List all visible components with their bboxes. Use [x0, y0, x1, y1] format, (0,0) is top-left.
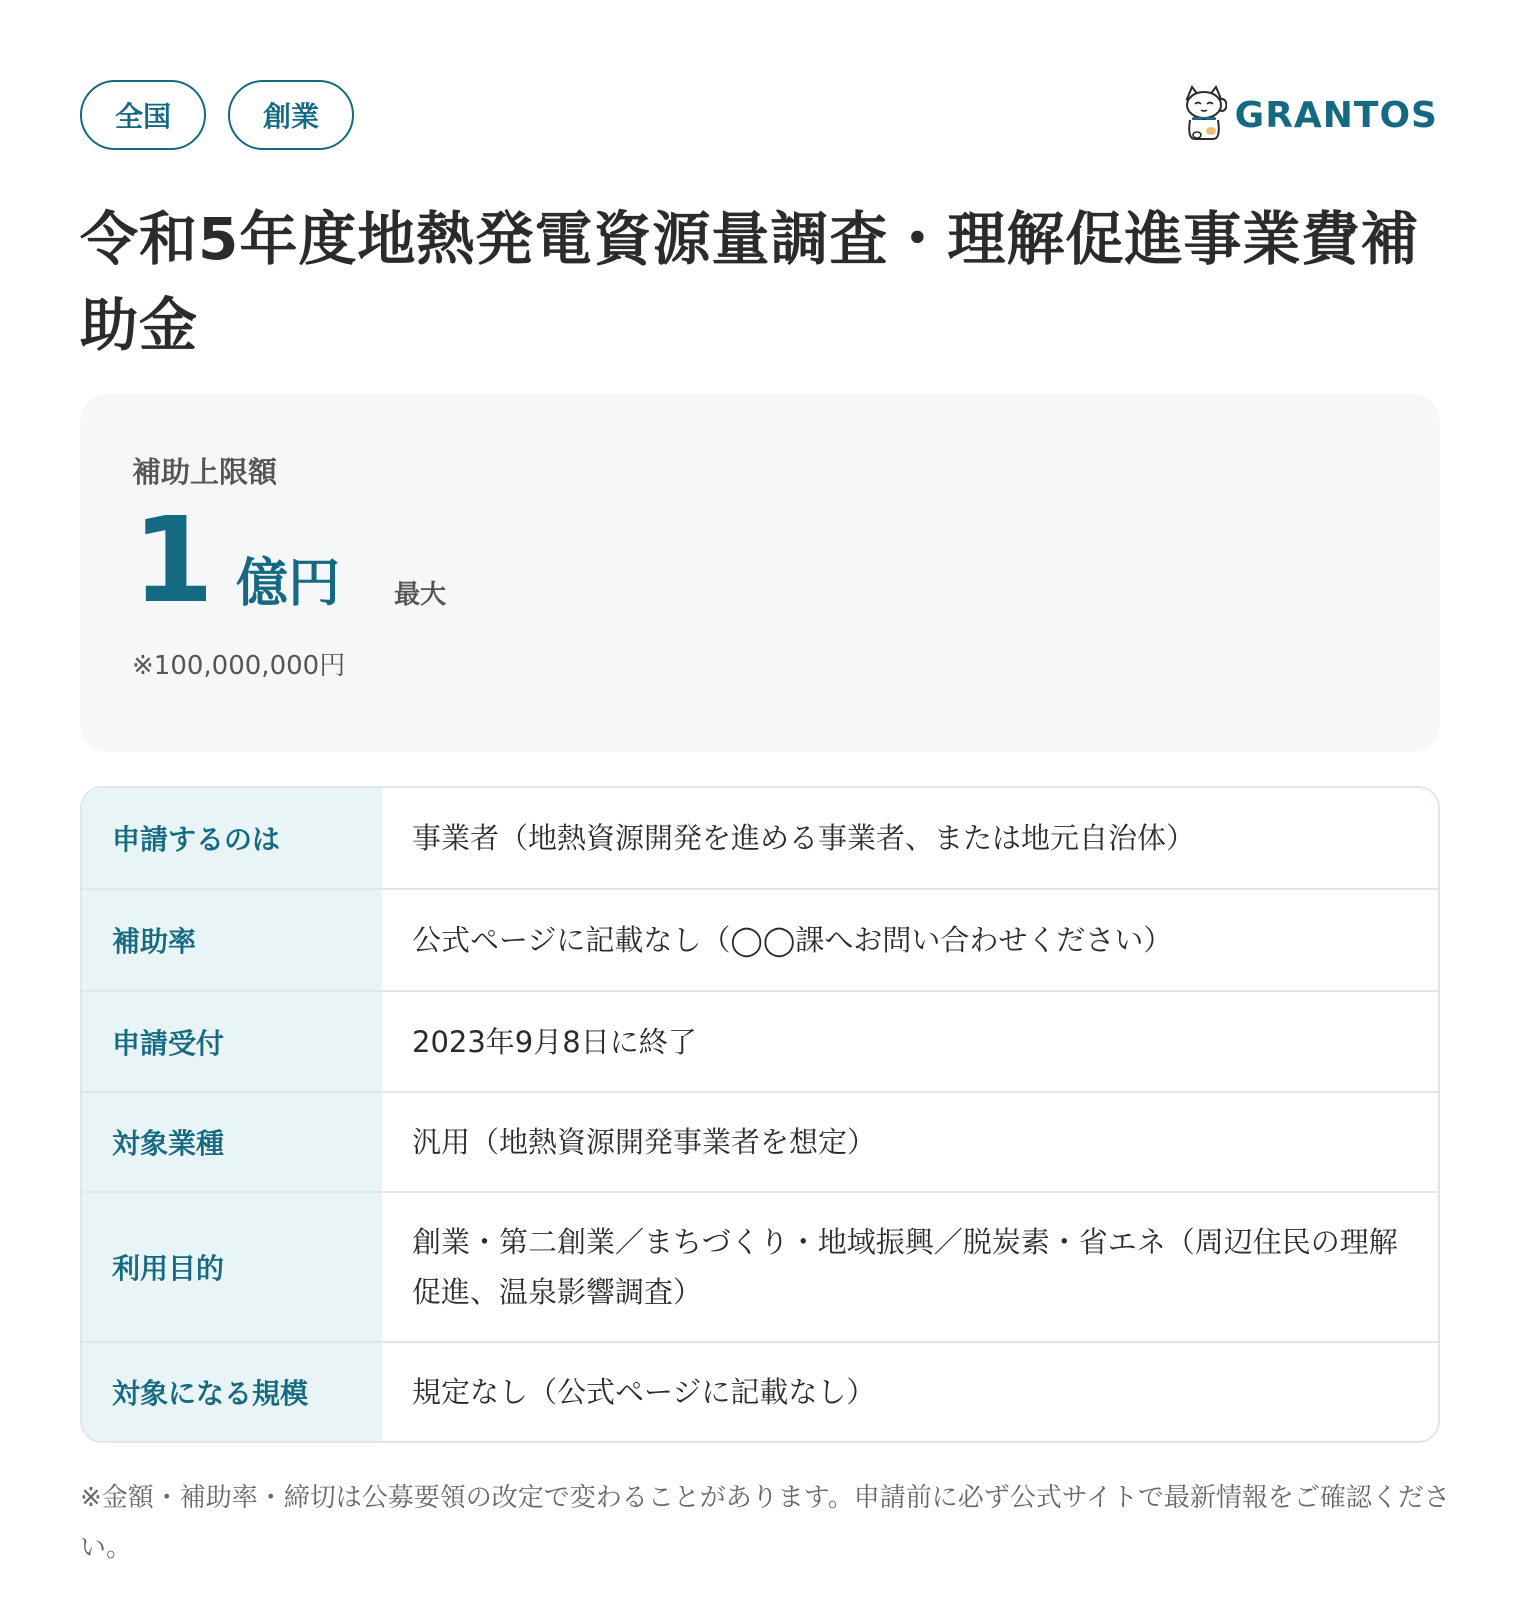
- info-key: 申請受付: [82, 992, 382, 1091]
- info-key: 利用目的: [82, 1193, 382, 1341]
- amount-unit: 億円: [236, 554, 341, 614]
- info-row-scale: [82, 1341, 1438, 1441]
- amount-value: 1: [132, 491, 215, 629]
- page-title: 令和5年度地熱発電資源量調査・理解促進事業費補助金: [80, 205, 1420, 359]
- info-row-subsidy-rate: [82, 888, 1438, 990]
- brand-logo[interactable]: [1181, 85, 1438, 145]
- info-value: 創業・第二創業／まちづくり・地域振興／脱炭素・省エネ（周辺住民の理解促進、温泉影響調査）: [412, 1225, 1398, 1309]
- info-key: 申請するのは: [82, 788, 382, 888]
- footnote: ※金額・補助率・締切は公募要領の改定で変わることがあります。申請前に必ず公式サイトで最新情報をご確認ください。: [80, 1483, 1450, 1563]
- info-row-application-period: [82, 990, 1438, 1091]
- info-row-industry: [82, 1091, 1438, 1191]
- info-table: [80, 786, 1440, 1443]
- info-row-purpose: [82, 1191, 1438, 1341]
- info-value: 規定なし（公式ページに記載なし）: [412, 1375, 876, 1409]
- amount-qualifier: 最大: [394, 580, 447, 610]
- info-value: 汎用（地熱資源開発事業者を想定）: [412, 1125, 877, 1159]
- info-key: 補助率: [82, 890, 382, 990]
- info-key: 対象になる規模: [82, 1343, 382, 1441]
- tag-category[interactable]: 創業: [228, 80, 354, 150]
- amount-row: [132, 491, 1388, 629]
- info-key: 対象業種: [82, 1093, 382, 1191]
- tag-list: [80, 80, 354, 150]
- brand-name: GRANTOS: [1234, 94, 1438, 136]
- tag-region[interactable]: 全国: [80, 80, 206, 150]
- info-value: 公式ページに記載なし（◯◯課へお問い合わせください）: [412, 923, 1173, 957]
- info-value: 2023年9月8日に終了: [412, 1024, 697, 1059]
- amount-card: [80, 394, 1440, 752]
- header: [80, 80, 1440, 150]
- amount-label: 補助上限額: [132, 455, 278, 489]
- amount-note: ※100,000,000円: [132, 651, 346, 681]
- info-value: 事業者（地熱資源開発を進める事業者、または地元自治体）: [412, 821, 1196, 855]
- maneki-neko-cat-icon: [1181, 85, 1227, 145]
- info-row-applicant: [82, 788, 1438, 888]
